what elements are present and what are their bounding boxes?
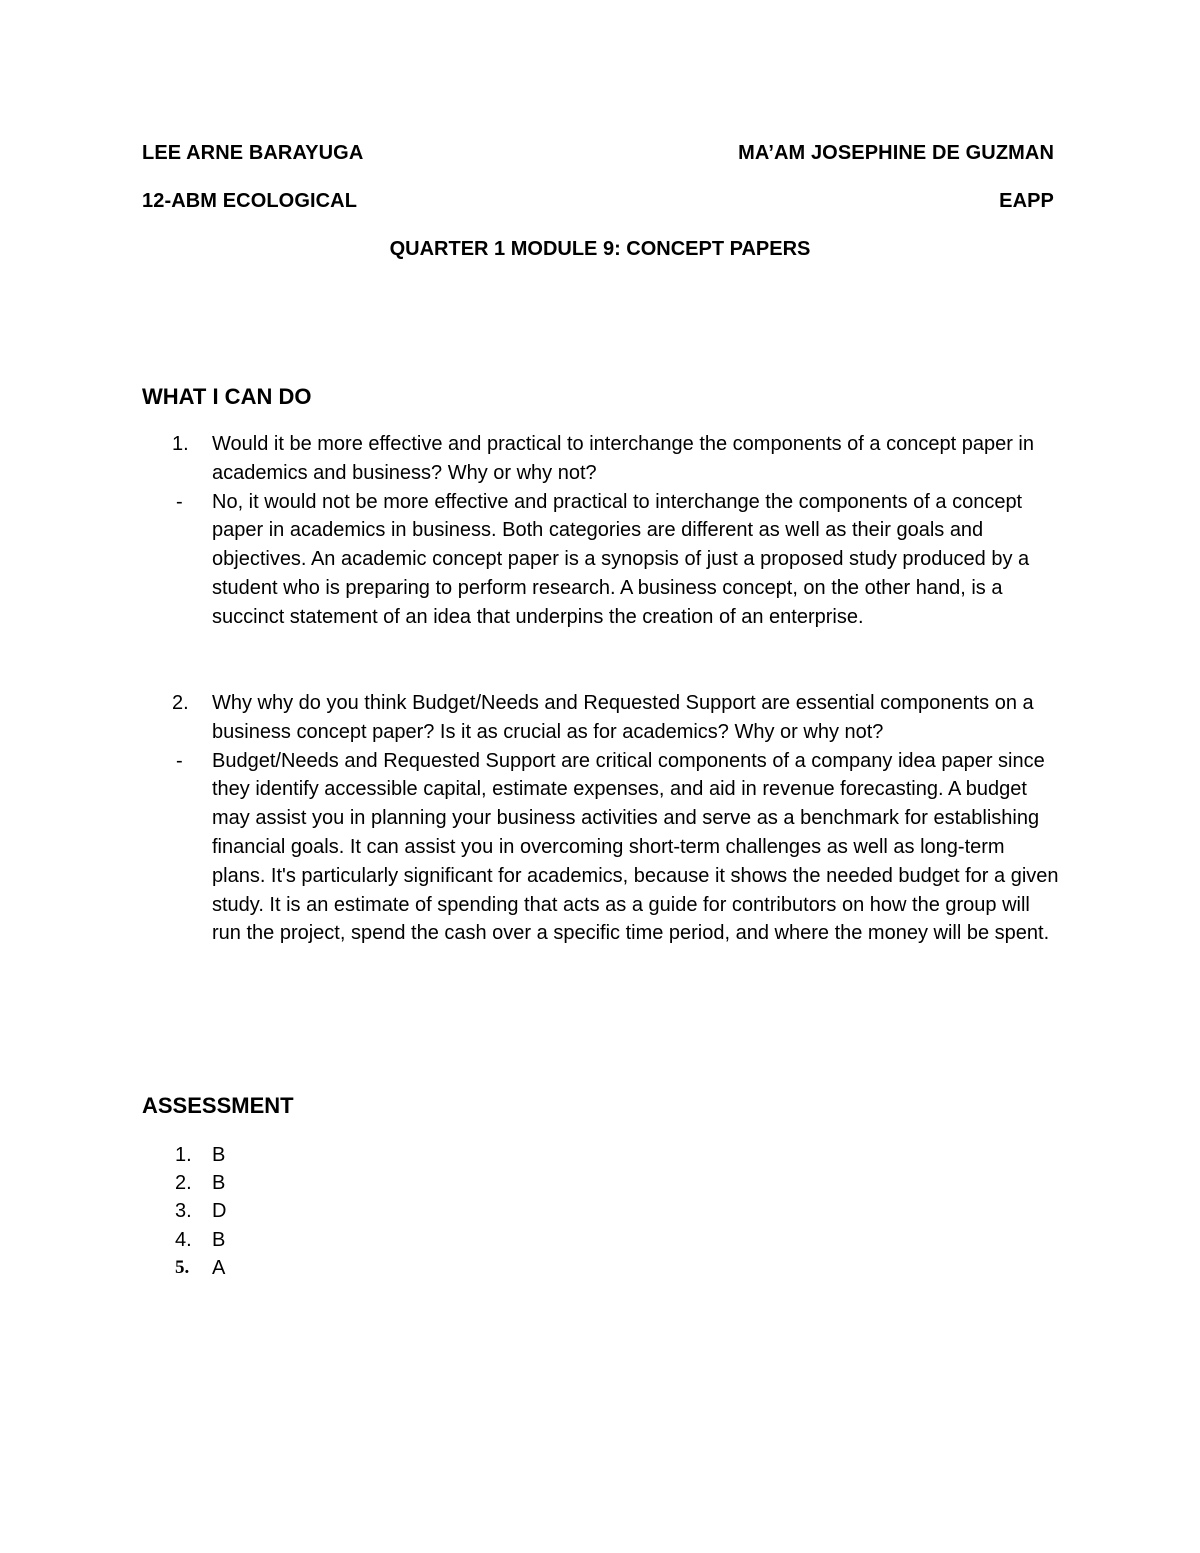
assessment-answer-list — [142, 1141, 226, 1282]
assessment-item-number: 4. — [175, 1228, 192, 1251]
question-1 — [142, 430, 1062, 488]
student-section: 12-ABM ECOLOGICAL — [142, 190, 358, 212]
assessment-item-number: 5. — [175, 1256, 190, 1278]
answer-2-text: Budget/Needs and Requested Support are critical components of a company idea paper since they identify accessible capital, estimate expenses, and aid in revenue forecasting. A budget may assist you in planning your business activities and serve as a benchmark for establishing financial goals. It can assist you in overcoming short-term challenges as well as long-term plans. It's particularly significant for academics, because it shows the needed budget for a given study. It is an estimate of spending that acts as a guide for contributors on how the group will run the project, spend the cash over a specific time period, and where the money will be spent. — [212, 749, 1059, 945]
assessment-item-number: 1. — [175, 1144, 192, 1166]
assessment-item — [142, 1141, 226, 1169]
question-2 — [142, 689, 1062, 747]
assessment-item-answer: A — [212, 1256, 226, 1279]
question-1-number: 1. — [172, 433, 189, 455]
question-2-block — [142, 689, 1062, 948]
question-2-number: 2. — [172, 692, 189, 714]
assessment-item-answer: D — [212, 1200, 227, 1223]
assessment-item-number: 3. — [175, 1200, 192, 1223]
question-1-block — [142, 430, 1062, 632]
assessment-item-answer: B — [212, 1172, 226, 1195]
question-1-text: Would it be more effective and practical to interchange the components of a concept paper in academics and business? Why or why not? — [212, 433, 1034, 484]
answer-1-text: No, it would not be more effective and practical to interchange the components of a concept paper in academics in business. Both categories are different as well as their goals and objectives. An academic concept paper is a synopsis of just a proposed study produced by a student who is preparing to perform research. A business concept, on the other hand, is a succinct statement of an idea that underpins the creation of an enterprise. — [212, 490, 1030, 628]
question-2-text: Why why do you think Budget/Needs and Requested Support are essential components on a business concept paper? Is it as crucial as for academics? Why or why not? — [212, 692, 1034, 743]
assessment-item — [142, 1226, 226, 1254]
student-name: LEE ARNE BARAYUGA — [142, 142, 364, 164]
assessment-item — [142, 1197, 226, 1225]
assessment-item-answer: B — [212, 1144, 226, 1166]
assessment-item — [142, 1169, 226, 1197]
assessment-heading: ASSESSMENT — [142, 1093, 294, 1118]
subject-name: EAPP — [999, 190, 1054, 212]
teacher-name: MA’AM JOSEPHINE DE GUZMAN — [738, 142, 1054, 164]
answer-2 — [142, 747, 1062, 949]
what-i-can-do-heading: WHAT I CAN DO — [142, 384, 312, 409]
assessment-item-number: 2. — [175, 1172, 192, 1195]
document-title: QUARTER 1 MODULE 9: CONCEPT PAPERS — [389, 238, 811, 260]
answer-1 — [142, 488, 1062, 632]
assessment-item — [142, 1254, 226, 1282]
assessment-item-answer: B — [212, 1228, 226, 1251]
answer-2-bullet: - — [176, 749, 183, 772]
answer-1-bullet: - — [176, 490, 183, 513]
